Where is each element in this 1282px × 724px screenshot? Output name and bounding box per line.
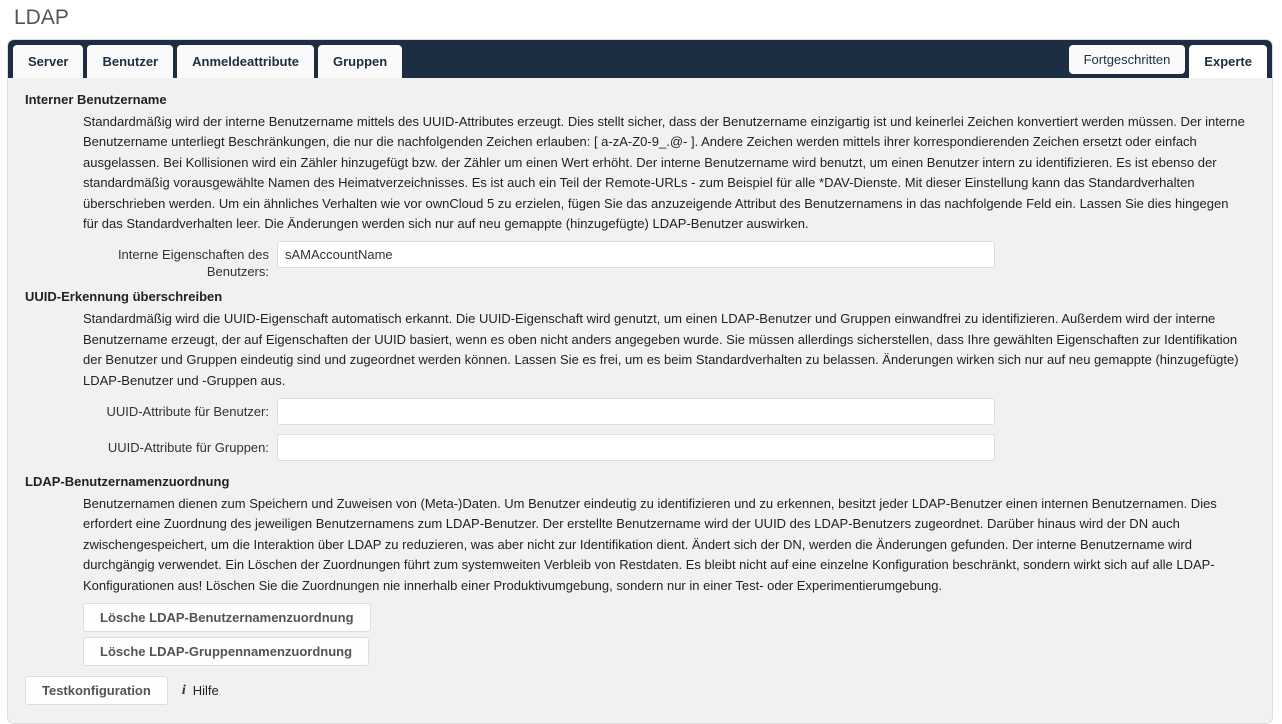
clear-group-mapping-row — [83, 637, 1255, 666]
uuid-group-attribute-input[interactable] — [277, 434, 995, 461]
clear-user-mapping-button[interactable]: Lösche LDAP-Benutzernamenzuordnung — [83, 603, 371, 632]
view-tabs — [1069, 40, 1267, 78]
expert-settings-content — [8, 78, 1272, 723]
info-icon: i — [181, 682, 186, 698]
test-configuration-button[interactable]: Testkonfiguration — [25, 676, 168, 705]
clear-user-mapping-row — [83, 603, 1255, 632]
uuid-detection-description: Standardmäßig wird die UUID-Eigenschaft automatisch erkannt. Die UUID-Eigenschaft wird genutzt, um einen LDAP-Benutzer und Gruppen einwandfrei zu identifizieren. Außerdem wird der interne Benutzername erzeugt, der auf Eigenschaften der UUID basiert, wenn es oben nicht anders angegeben wurde. Sie müssen allerdings sicherstellen, dass Ihre gewählten Eigenschaften zur Identifikation der Benutzer und Gruppen eindeutig sind und zugeordnet werden können. Lassen Sie es frei, um es beim Standardverhalten zu belassen. Änderungen wirken sich nur auf neu gemappte (hinzugefügte) LDAP-Benutzer und -Gruppen aus. — [83, 311, 1239, 388]
help-label: Hilfe — [192, 683, 219, 699]
ldap-settings-panel — [7, 39, 1273, 724]
internal-username-heading: Interner Benutzername — [25, 92, 167, 107]
tab-anmeldeattribute[interactable]: Anmeldeattribute — [177, 45, 314, 78]
uuid-group-attribute-label: UUID-Attribute für Gruppen: — [107, 440, 269, 456]
uuid-user-attribute-input[interactable] — [277, 398, 995, 425]
tab-server[interactable]: Server — [13, 45, 83, 78]
internal-username-attribute-input[interactable] — [277, 241, 995, 268]
uuid-user-field-row — [25, 398, 1255, 425]
page-title: LDAP — [14, 6, 69, 29]
username-mapping-heading: LDAP-Benutzernamenzuordnung — [25, 474, 230, 490]
uuid-group-field-row — [25, 434, 1255, 461]
uuid-user-attribute-label: UUID-Attribute für Benutzer: — [106, 404, 269, 420]
ldap-tabbar — [8, 40, 1272, 78]
uuid-detection-heading: UUID-Erkennung überschreiben — [25, 289, 223, 305]
internal-username-field-row — [25, 241, 1255, 280]
username-mapping-description: Benutzernamen dienen zum Speichern und Zuweisen von (Meta-)Daten. Um Benutzer eindeutig zu identifizieren und zu erkennen, besitzt jeder LDAP-Benutzer einen internen Benutzernamen. Dies erfordert eine Zuordnung des jeweiligen Benutzernamens zum LDAP-Benutzer. Der erstellte Benutzername wird der UUID des LDAP-Benutzers zugeordnet. Darüber hinaus wird der DN auch zwischengespeichert, um die Interaktion über LDAP zu reduzieren, was aber nicht zur Identifikation dient. Ändert sich der DN, werden die Änderungen gefunden. Der interne Benutzername wird durchgängig verwendet. Ein Löschen der Zuordnungen führt zum systemweiten Verbleib von Restdaten. Es bleibt nicht auf eine einzelne Konfiguration beschränkt, sondern wirkt sich auf alle LDAP-Konfigurationen aus! Löschen Sie die Zuordnungen nie innerhalb einer Produktivumgebung, sondern nur in einer Test- oder Experimentierumgebung. — [83, 496, 1217, 593]
help-link[interactable] — [182, 683, 219, 699]
tab-experte[interactable]: Experte — [1189, 45, 1267, 78]
internal-username-attribute-label: Interne Eigenschaften des Benutzers: — [117, 247, 269, 280]
clear-group-mapping-button[interactable]: Lösche LDAP-Gruppennamenzuordnung — [83, 637, 369, 666]
internal-username-description: Standardmäßig wird der interne Benutzername mittels des UUID-Attributes erzeugt. Dies stellt sicher, dass der Benutzername einzigartig ist und keinerlei Zeichen konvertiert werden müssen. Der interne Benutzername unterliegt Beschränkungen, die nur die nachfolgenden Zeichen erlauben: [ a-zA-Z0-9_.@- ]. Andere Zeichen werden mittels ihrer korrespondierenden Zeichen ersetzt oder einfach ausgelassen. Bei Kollisionen wird ein Zähler hinzugefügt bzw. der Zähler um einen Wert erhöht. Der interne Benutzername wird benutzt, um einen Benutzer intern zu identifizieren. Es ist ebenso der standardmäßig vorausgewählte Namen des Heimatverzeichnisses. Es ist auch ein Teil der Remote-URLs - zum Beispiel für alle *DAV-Dienste. Mit dieser Einstellung kann das Standardverhalten überschrieben werden. Um ein ähnliches Verhalten wie vor ownCloud 5 zu erzielen, fügen Sie das anzuzeigende Attribut des Benutzernamens in das nachfolgende Feld ein. Lassen Sie dies hingegen für das Standardverhalten leer. Die Änderungen werden sich nur auf neu gemappte (hinzugefügte) LDAP-Benutzer auswirken. — [83, 114, 1245, 232]
tab-fortgeschritten[interactable]: Fortgeschritten — [1069, 45, 1186, 74]
tab-gruppen[interactable]: Gruppen — [318, 45, 402, 78]
wizard-tabs — [13, 40, 402, 78]
tab-benutzer[interactable]: Benutzer — [87, 45, 173, 78]
footer-row — [25, 676, 1255, 705]
